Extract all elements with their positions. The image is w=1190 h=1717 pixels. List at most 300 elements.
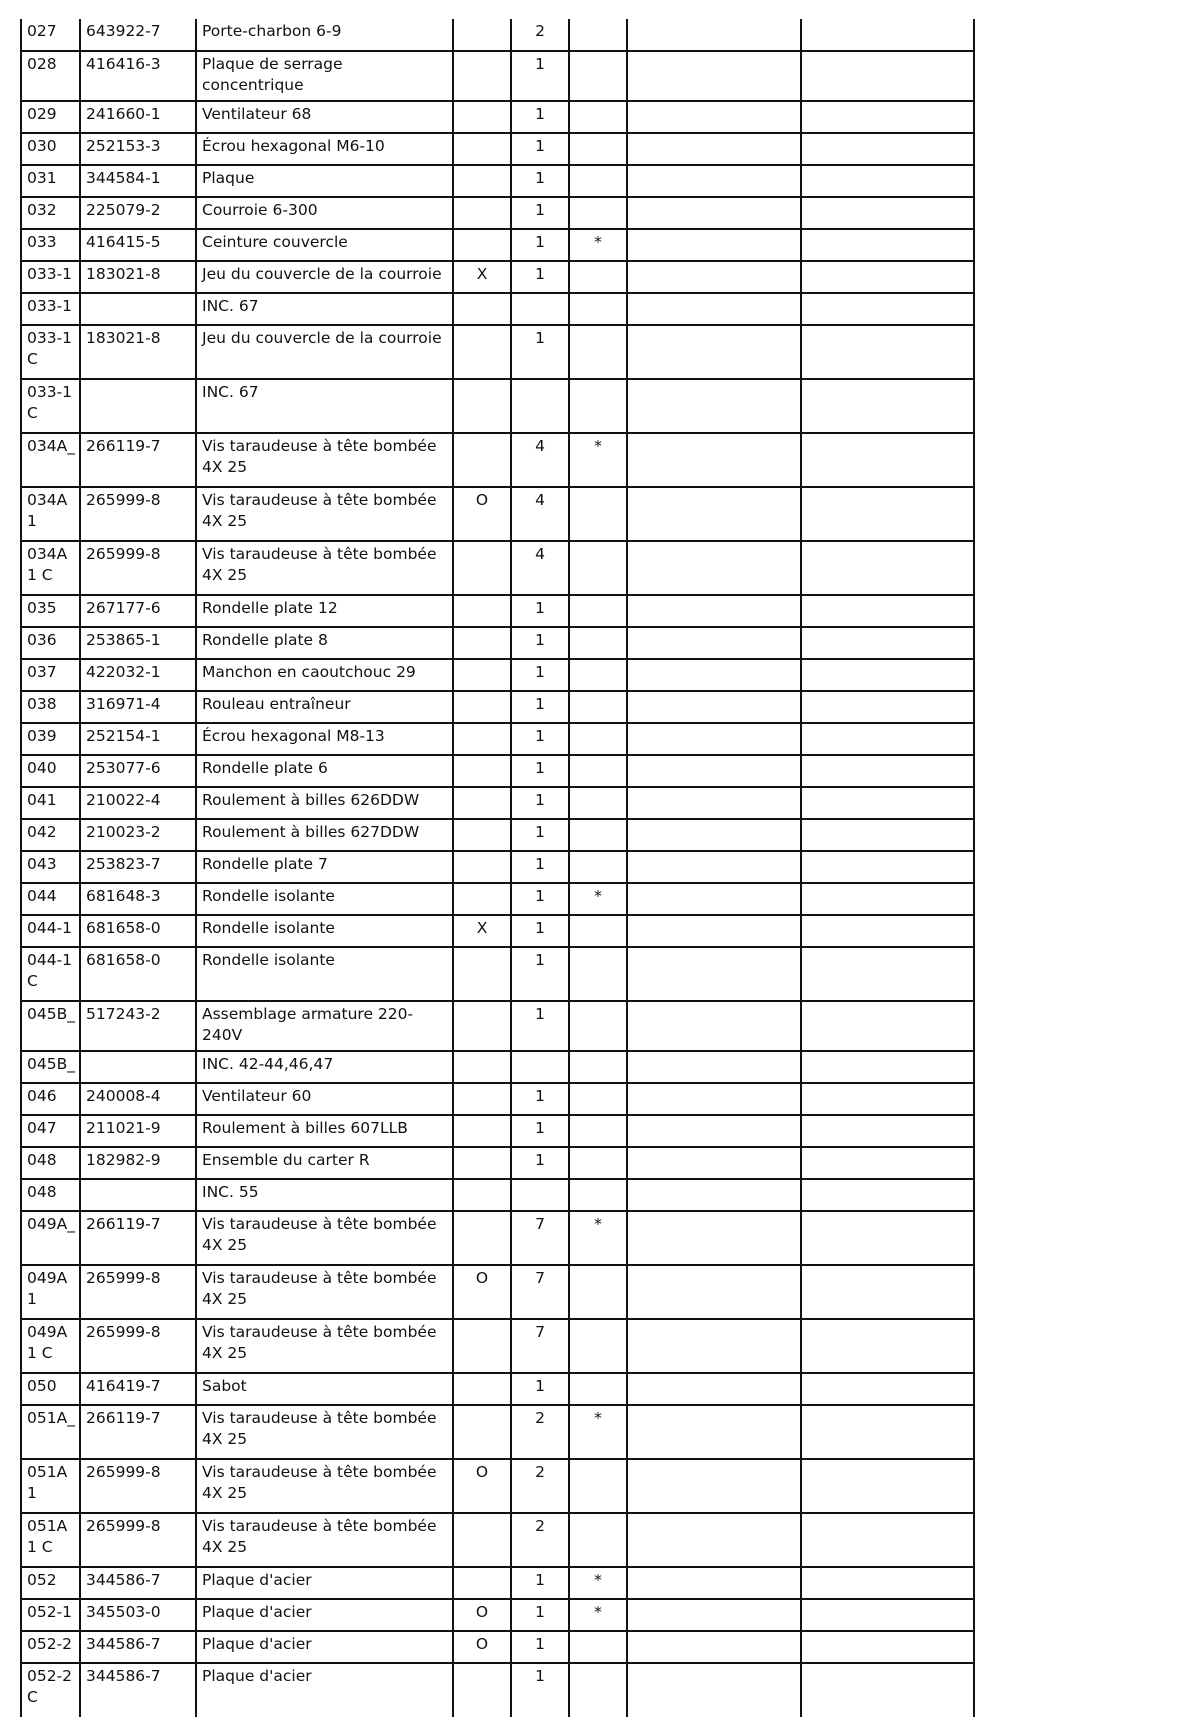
table-row	[21, 229, 974, 261]
blank-cell	[801, 659, 974, 691]
blank-cell	[627, 819, 801, 851]
quantity-cell: 1	[511, 197, 569, 229]
description-cell: Vis taraudeuse à tête bombée 4X 25	[196, 433, 453, 487]
blank-cell	[627, 915, 801, 947]
blank-cell	[801, 1115, 974, 1147]
blank-cell	[801, 915, 974, 947]
mark-cell	[569, 325, 627, 379]
mark-cell	[569, 1663, 627, 1717]
quantity-cell: 1	[511, 755, 569, 787]
table-row	[21, 723, 974, 755]
quantity-cell: 1	[511, 691, 569, 723]
blank-cell	[627, 1631, 801, 1663]
quantity-cell: 1	[511, 261, 569, 293]
description-cell: Assemblage armature 220-240V	[196, 1001, 453, 1051]
description-cell: INC. 67	[196, 379, 453, 433]
item-number-cell: 042	[21, 819, 80, 851]
blank-cell	[801, 379, 974, 433]
table-row	[21, 1599, 974, 1631]
blank-cell	[627, 133, 801, 165]
blank-cell	[801, 293, 974, 325]
flag-cell	[453, 819, 511, 851]
quantity-cell: 1	[511, 819, 569, 851]
mark-cell	[569, 595, 627, 627]
mark-cell	[569, 51, 627, 101]
part-number-cell: 416415-5	[80, 229, 196, 261]
blank-cell	[801, 433, 974, 487]
description-cell: Vis taraudeuse à tête bombée 4X 25	[196, 1265, 453, 1319]
flag-cell	[453, 1211, 511, 1265]
item-number-cell: 044	[21, 883, 80, 915]
part-number-cell: 422032-1	[80, 659, 196, 691]
blank-cell	[801, 325, 974, 379]
table-row	[21, 1663, 974, 1717]
mark-cell	[569, 1631, 627, 1663]
part-number-cell: 266119-7	[80, 1405, 196, 1459]
item-number-cell: 052-1	[21, 1599, 80, 1631]
description-cell: Rondelle plate 6	[196, 755, 453, 787]
item-number-cell: 044-1 C	[21, 947, 80, 1001]
blank-cell	[627, 1567, 801, 1599]
blank-cell	[801, 1083, 974, 1115]
blank-cell	[627, 19, 801, 51]
mark-cell	[569, 659, 627, 691]
blank-cell	[627, 487, 801, 541]
mark-cell	[569, 197, 627, 229]
mark-cell	[569, 293, 627, 325]
item-number-cell: 034A_	[21, 433, 80, 487]
part-number-cell: 344584-1	[80, 165, 196, 197]
quantity-cell: 1	[511, 101, 569, 133]
blank-cell	[627, 1147, 801, 1179]
table-row	[21, 1211, 974, 1265]
flag-cell	[453, 433, 511, 487]
description-cell: INC. 55	[196, 1179, 453, 1211]
part-number-cell: 182982-9	[80, 1147, 196, 1179]
mark-cell	[569, 787, 627, 819]
mark-cell	[569, 915, 627, 947]
item-number-cell: 030	[21, 133, 80, 165]
quantity-cell: 1	[511, 1115, 569, 1147]
table-row	[21, 1459, 974, 1513]
quantity-cell: 2	[511, 1459, 569, 1513]
description-cell: Roulement à billes 627DDW	[196, 819, 453, 851]
flag-cell	[453, 101, 511, 133]
mark-cell	[569, 165, 627, 197]
item-number-cell: 051A1 C	[21, 1513, 80, 1567]
quantity-cell: 1	[511, 229, 569, 261]
item-number-cell: 049A1	[21, 1265, 80, 1319]
part-number-cell: 211021-9	[80, 1115, 196, 1147]
item-number-cell: 037	[21, 659, 80, 691]
item-number-cell: 039	[21, 723, 80, 755]
mark-cell	[569, 541, 627, 595]
blank-cell	[627, 1513, 801, 1567]
blank-cell	[801, 755, 974, 787]
flag-cell	[453, 1083, 511, 1115]
blank-cell	[627, 261, 801, 293]
mark-cell: *	[569, 1405, 627, 1459]
table-row	[21, 379, 974, 433]
description-cell: Ventilateur 60	[196, 1083, 453, 1115]
blank-cell	[627, 1265, 801, 1319]
description-cell: Rondelle isolante	[196, 947, 453, 1001]
item-number-cell: 034A1 C	[21, 541, 80, 595]
flag-cell	[453, 541, 511, 595]
flag-cell	[453, 723, 511, 755]
flag-cell	[453, 627, 511, 659]
table-row	[21, 883, 974, 915]
quantity-cell: 7	[511, 1319, 569, 1373]
flag-cell	[453, 1147, 511, 1179]
description-cell: INC. 67	[196, 293, 453, 325]
description-cell: Rondelle isolante	[196, 915, 453, 947]
part-number-cell: 681658-0	[80, 947, 196, 1001]
item-number-cell: 052	[21, 1567, 80, 1599]
mark-cell	[569, 627, 627, 659]
table-row	[21, 1001, 974, 1051]
part-number-cell: 253865-1	[80, 627, 196, 659]
description-cell: Rouleau entraîneur	[196, 691, 453, 723]
quantity-cell: 1	[511, 1083, 569, 1115]
blank-cell	[801, 229, 974, 261]
table-row	[21, 1631, 974, 1663]
description-cell: Roulement à billes 626DDW	[196, 787, 453, 819]
part-number-cell: 266119-7	[80, 1211, 196, 1265]
blank-cell	[801, 627, 974, 659]
flag-cell	[453, 51, 511, 101]
quantity-cell	[511, 1179, 569, 1211]
part-number-cell: 241660-1	[80, 101, 196, 133]
description-cell: Écrou hexagonal M8-13	[196, 723, 453, 755]
quantity-cell: 2	[511, 19, 569, 51]
mark-cell: *	[569, 229, 627, 261]
blank-cell	[801, 787, 974, 819]
blank-cell	[801, 51, 974, 101]
description-cell: Plaque d'acier	[196, 1631, 453, 1663]
blank-cell	[801, 1211, 974, 1265]
part-number-cell: 240008-4	[80, 1083, 196, 1115]
blank-cell	[627, 197, 801, 229]
flag-cell	[453, 755, 511, 787]
quantity-cell: 1	[511, 723, 569, 755]
item-number-cell: 033-1 C	[21, 325, 80, 379]
blank-cell	[627, 1599, 801, 1631]
blank-cell	[801, 165, 974, 197]
blank-cell	[801, 19, 974, 51]
flag-cell	[453, 595, 511, 627]
blank-cell	[801, 947, 974, 1001]
part-number-cell: 265999-8	[80, 1459, 196, 1513]
item-number-cell: 032	[21, 197, 80, 229]
description-cell: Sabot	[196, 1373, 453, 1405]
mark-cell	[569, 1513, 627, 1567]
table-row	[21, 691, 974, 723]
blank-cell	[627, 627, 801, 659]
part-number-cell: 517243-2	[80, 1001, 196, 1051]
mark-cell	[569, 1051, 627, 1083]
flag-cell: O	[453, 1599, 511, 1631]
flag-cell: O	[453, 1265, 511, 1319]
description-cell: Plaque d'acier	[196, 1663, 453, 1717]
item-number-cell: 038	[21, 691, 80, 723]
blank-cell	[627, 1319, 801, 1373]
quantity-cell: 1	[511, 947, 569, 1001]
table-row	[21, 133, 974, 165]
mark-cell	[569, 487, 627, 541]
blank-cell	[627, 755, 801, 787]
mark-cell	[569, 19, 627, 51]
quantity-cell: 1	[511, 165, 569, 197]
item-number-cell: 034A1	[21, 487, 80, 541]
item-number-cell: 052-2 C	[21, 1663, 80, 1717]
quantity-cell: 1	[511, 325, 569, 379]
parts-table-body	[21, 19, 974, 1717]
item-number-cell: 045B_	[21, 1051, 80, 1083]
blank-cell	[801, 197, 974, 229]
blank-cell	[627, 851, 801, 883]
blank-cell	[627, 541, 801, 595]
blank-cell	[801, 883, 974, 915]
mark-cell: *	[569, 883, 627, 915]
quantity-cell: 1	[511, 1599, 569, 1631]
description-cell: Vis taraudeuse à tête bombée 4X 25	[196, 1513, 453, 1567]
description-cell: Écrou hexagonal M6-10	[196, 133, 453, 165]
blank-cell	[801, 1599, 974, 1631]
flag-cell: X	[453, 915, 511, 947]
part-number-cell: 345503-0	[80, 1599, 196, 1631]
mark-cell	[569, 947, 627, 1001]
mark-cell	[569, 1179, 627, 1211]
mark-cell	[569, 819, 627, 851]
part-number-cell	[80, 293, 196, 325]
mark-cell	[569, 101, 627, 133]
table-row	[21, 19, 974, 51]
table-row	[21, 1567, 974, 1599]
blank-cell	[801, 487, 974, 541]
flag-cell: O	[453, 487, 511, 541]
quantity-cell: 1	[511, 1663, 569, 1717]
quantity-cell: 1	[511, 51, 569, 101]
table-row	[21, 627, 974, 659]
flag-cell	[453, 293, 511, 325]
blank-cell	[627, 379, 801, 433]
mark-cell	[569, 1373, 627, 1405]
part-number-cell: 266119-7	[80, 433, 196, 487]
item-number-cell: 041	[21, 787, 80, 819]
flag-cell	[453, 851, 511, 883]
item-number-cell: 033-1 C	[21, 379, 80, 433]
description-cell: Ceinture couvercle	[196, 229, 453, 261]
item-number-cell: 040	[21, 755, 80, 787]
part-number-cell: 416419-7	[80, 1373, 196, 1405]
description-cell: Vis taraudeuse à tête bombée 4X 25	[196, 1459, 453, 1513]
description-cell: Vis taraudeuse à tête bombée 4X 25	[196, 487, 453, 541]
table-row	[21, 1051, 974, 1083]
blank-cell	[627, 1051, 801, 1083]
part-number-cell: 265999-8	[80, 1319, 196, 1373]
table-row	[21, 819, 974, 851]
description-cell: Plaque	[196, 165, 453, 197]
part-number-cell: 643922-7	[80, 19, 196, 51]
part-number-cell: 344586-7	[80, 1567, 196, 1599]
table-row	[21, 487, 974, 541]
part-number-cell: 344586-7	[80, 1631, 196, 1663]
table-row	[21, 659, 974, 691]
blank-cell	[627, 1179, 801, 1211]
blank-cell	[627, 51, 801, 101]
quantity-cell: 1	[511, 595, 569, 627]
description-cell: Jeu du couvercle de la courroie	[196, 325, 453, 379]
flag-cell	[453, 379, 511, 433]
mark-cell	[569, 1001, 627, 1051]
part-number-cell	[80, 379, 196, 433]
quantity-cell: 1	[511, 1631, 569, 1663]
mark-cell: *	[569, 433, 627, 487]
quantity-cell: 4	[511, 433, 569, 487]
blank-cell	[627, 595, 801, 627]
blank-cell	[801, 819, 974, 851]
blank-cell	[801, 1631, 974, 1663]
blank-cell	[801, 133, 974, 165]
quantity-cell: 4	[511, 487, 569, 541]
blank-cell	[801, 1373, 974, 1405]
flag-cell: X	[453, 261, 511, 293]
item-number-cell: 045B_	[21, 1001, 80, 1051]
item-number-cell: 052-2	[21, 1631, 80, 1663]
flag-cell	[453, 1513, 511, 1567]
blank-cell	[627, 691, 801, 723]
blank-cell	[627, 1459, 801, 1513]
description-cell: INC. 42-44,46,47	[196, 1051, 453, 1083]
blank-cell	[627, 101, 801, 133]
part-number-cell: 316971-4	[80, 691, 196, 723]
mark-cell	[569, 755, 627, 787]
blank-cell	[627, 1211, 801, 1265]
table-row	[21, 1147, 974, 1179]
table-row	[21, 51, 974, 101]
quantity-cell: 7	[511, 1211, 569, 1265]
flag-cell	[453, 1001, 511, 1051]
part-number-cell	[80, 1051, 196, 1083]
blank-cell	[627, 723, 801, 755]
mark-cell	[569, 1115, 627, 1147]
part-number-cell: 210023-2	[80, 819, 196, 851]
item-number-cell: 036	[21, 627, 80, 659]
flag-cell	[453, 787, 511, 819]
table-row	[21, 1179, 974, 1211]
description-cell: Ensemble du carter R	[196, 1147, 453, 1179]
blank-cell	[801, 1001, 974, 1051]
part-number-cell: 183021-8	[80, 261, 196, 293]
flag-cell: O	[453, 1631, 511, 1663]
quantity-cell	[511, 1051, 569, 1083]
blank-cell	[801, 723, 974, 755]
part-number-cell: 681658-0	[80, 915, 196, 947]
flag-cell	[453, 165, 511, 197]
blank-cell	[801, 851, 974, 883]
description-cell: Roulement à billes 607LLB	[196, 1115, 453, 1147]
quantity-cell: 4	[511, 541, 569, 595]
blank-cell	[627, 659, 801, 691]
blank-cell	[801, 1567, 974, 1599]
item-number-cell: 035	[21, 595, 80, 627]
part-number-cell: 265999-8	[80, 1513, 196, 1567]
flag-cell	[453, 1405, 511, 1459]
blank-cell	[801, 1051, 974, 1083]
quantity-cell: 1	[511, 1567, 569, 1599]
mark-cell	[569, 1459, 627, 1513]
table-row	[21, 755, 974, 787]
item-number-cell: 047	[21, 1115, 80, 1147]
table-row	[21, 1265, 974, 1319]
description-cell: Rondelle plate 12	[196, 595, 453, 627]
flag-cell	[453, 883, 511, 915]
table-row	[21, 165, 974, 197]
blank-cell	[801, 1179, 974, 1211]
mark-cell: *	[569, 1567, 627, 1599]
blank-cell	[627, 1373, 801, 1405]
table-row	[21, 541, 974, 595]
blank-cell	[627, 787, 801, 819]
table-row	[21, 433, 974, 487]
blank-cell	[801, 1405, 974, 1459]
blank-cell	[627, 1083, 801, 1115]
table-row	[21, 101, 974, 133]
mark-cell	[569, 1265, 627, 1319]
blank-cell	[801, 261, 974, 293]
description-cell: Porte-charbon 6-9	[196, 19, 453, 51]
mark-cell	[569, 379, 627, 433]
item-number-cell: 043	[21, 851, 80, 883]
flag-cell	[453, 1115, 511, 1147]
item-number-cell: 049A_	[21, 1211, 80, 1265]
mark-cell	[569, 133, 627, 165]
blank-cell	[801, 1663, 974, 1717]
blank-cell	[801, 1265, 974, 1319]
quantity-cell: 1	[511, 915, 569, 947]
quantity-cell: 1	[511, 627, 569, 659]
blank-cell	[801, 595, 974, 627]
blank-cell	[627, 325, 801, 379]
description-cell: Jeu du couvercle de la courroie	[196, 261, 453, 293]
blank-cell	[801, 1459, 974, 1513]
parts-list-table	[20, 19, 975, 1717]
flag-cell	[453, 19, 511, 51]
item-number-cell: 044-1	[21, 915, 80, 947]
part-number-cell: 416416-3	[80, 51, 196, 101]
description-cell: Vis taraudeuse à tête bombée 4X 25	[196, 1405, 453, 1459]
item-number-cell: 033-1	[21, 261, 80, 293]
blank-cell	[627, 1115, 801, 1147]
part-number-cell: 253823-7	[80, 851, 196, 883]
mark-cell	[569, 723, 627, 755]
part-number-cell: 681648-3	[80, 883, 196, 915]
part-number-cell: 265999-8	[80, 541, 196, 595]
part-number-cell: 252154-1	[80, 723, 196, 755]
description-cell: Rondelle plate 8	[196, 627, 453, 659]
quantity-cell: 1	[511, 787, 569, 819]
table-row	[21, 787, 974, 819]
quantity-cell: 7	[511, 1265, 569, 1319]
flag-cell	[453, 1051, 511, 1083]
part-number-cell: 265999-8	[80, 1265, 196, 1319]
part-number-cell: 225079-2	[80, 197, 196, 229]
description-cell: Ventilateur 68	[196, 101, 453, 133]
flag-cell	[453, 947, 511, 1001]
item-number-cell: 033	[21, 229, 80, 261]
mark-cell	[569, 691, 627, 723]
